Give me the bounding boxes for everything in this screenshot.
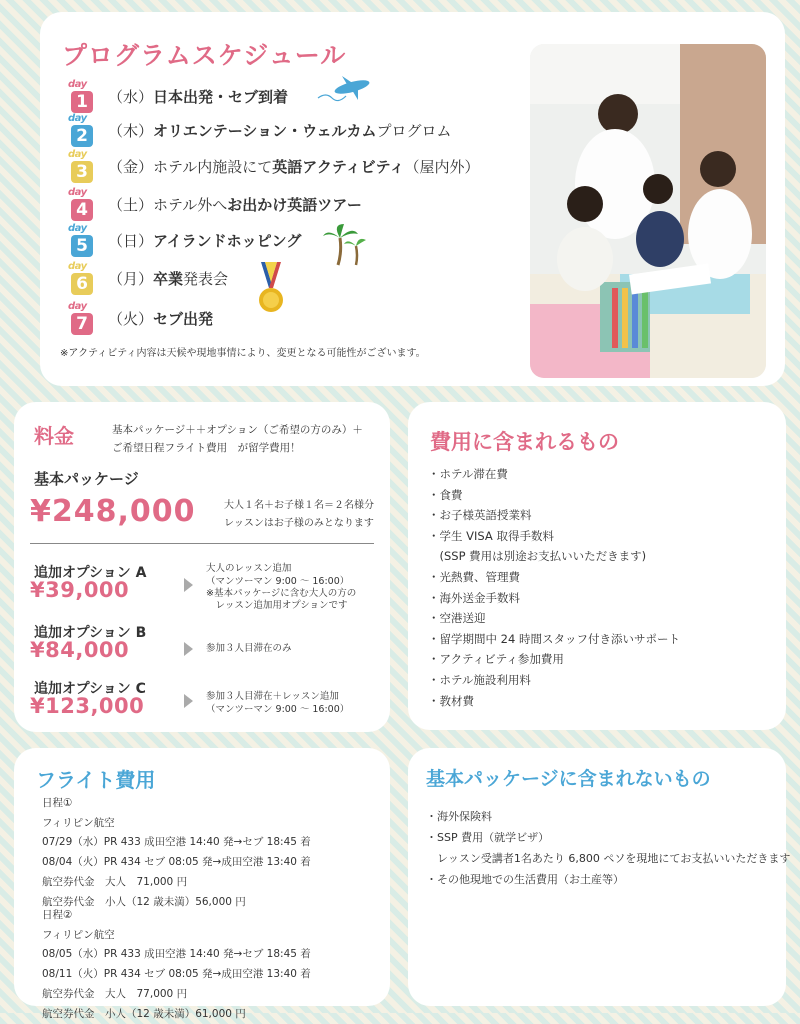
option-label: 追加オプション A [34, 562, 146, 582]
day-text-part: お出かけ英語ツアー [227, 196, 362, 214]
option-detail: レッスン追加用オプションです [206, 597, 348, 611]
included-item: ・教材費 [428, 691, 680, 712]
day-label: day [68, 149, 87, 160]
option-detail: ※基本パッケージに含む大人の方の [206, 585, 356, 599]
flight-line: 航空券代金 大人 77,000 円 [42, 985, 187, 1005]
included-item: ・食費 [428, 485, 680, 506]
day-label: day [68, 187, 87, 198]
day-badge [68, 303, 94, 333]
option-price: ¥39,000 [30, 578, 129, 602]
day-text-part: 発表会 [183, 270, 228, 288]
flight-line: 08/11（火）PR 434 セブ 08:05 発→成田空港 13:40 着 [42, 965, 311, 985]
flight-cost-card [14, 748, 390, 1006]
day-badge [68, 225, 94, 255]
fee-card [14, 402, 390, 732]
option-detail: 参加３人目滞在＋レッスン追加 [206, 688, 339, 702]
day-label: day [68, 223, 87, 234]
option-detail: （マンツーマン 9:00 ～ 16:00） [206, 573, 349, 587]
children-activity-photo [530, 44, 766, 378]
day-text [108, 156, 479, 177]
day-label: day [68, 301, 87, 312]
option-price: ¥123,000 [30, 694, 144, 718]
included-item: ・空港送迎 [428, 608, 680, 629]
day-label: day [68, 261, 87, 272]
flight-line: 航空券代金 小人（12 歳未満）56,000 円 [42, 893, 246, 913]
day-of-week: （日） [108, 232, 153, 250]
day-text-part: オリエンテーション・ウェルカム [153, 122, 377, 140]
excluded-item: ・海外保険料 [426, 806, 790, 827]
included-item: ・海外送金手数料 [428, 588, 680, 609]
basic-package-note-2: レッスンはお子様のみとなります [224, 514, 374, 529]
option-label: 追加オプション B [34, 622, 146, 642]
day-text-part: 卒業 [153, 270, 183, 288]
flight-line: フィリピン航空 [42, 926, 115, 946]
day-text-part: ホテル外へ [153, 196, 227, 214]
included-item: ・ホテル施設利用料 [428, 670, 680, 691]
day-text-part: ホテル内施設にて [153, 158, 272, 176]
day-of-week: （木） [108, 122, 153, 140]
day-badge [68, 115, 94, 145]
excluded-list [426, 806, 790, 890]
excluded-costs-card [408, 748, 786, 1006]
day-text-part: 英語アクティビティ [272, 158, 404, 176]
included-item: ・留学期間中 24 時間スタッフ付き添いサポート [428, 629, 680, 650]
day-of-week: （月） [108, 270, 153, 288]
day-row [68, 302, 213, 334]
included-item: ・お子様英語授業料 [428, 505, 680, 526]
basic-package-label: 基本パッケージ [34, 468, 139, 489]
day-text-part: セブ出発 [153, 310, 213, 328]
option-detail: 大人のレッスン追加 [206, 560, 291, 574]
medal-icon [255, 260, 287, 316]
day-badge [68, 81, 94, 111]
flight-line: 08/05（水）PR 433 成田空港 14:40 発→セブ 18:45 着 [42, 945, 311, 965]
fee-description-2: ご希望日程フライト費用 が留学費用！ [112, 440, 301, 455]
included-title: 費用に含まれるもの [430, 426, 619, 456]
flight-line: 07/29（水）PR 433 成田空港 14:40 発→セブ 18:45 着 [42, 833, 311, 853]
fee-description-1: 基本パッケージ＋＋オプション（ご希望の方のみ）＋ [112, 422, 363, 437]
excluded-item: レッスン受講者1名あたり 6,800 ペソを現地にてお支払いいただきます [426, 848, 790, 869]
flight-title: フライト費用 [36, 764, 155, 793]
day-label: day [68, 113, 87, 124]
fee-title: 料金 [34, 420, 74, 449]
day-badge [68, 263, 94, 293]
day-of-week: （火） [108, 310, 153, 328]
option-detail: 参加３人目滞在のみ [206, 640, 292, 654]
flight-line: フィリピン航空 [42, 814, 115, 834]
day-row [68, 80, 288, 112]
flight-line: 日程① [42, 794, 72, 814]
basic-package-price: ¥248,000 [30, 494, 196, 529]
flight-line: 日程② [42, 906, 72, 926]
option-detail: （マンツーマン 9:00 ～ 16:00） [206, 701, 349, 715]
day-number: 2 [71, 125, 93, 147]
day-text [108, 268, 228, 289]
divider [30, 543, 374, 544]
day-row [68, 150, 479, 182]
arrow-icon [184, 642, 193, 656]
excluded-item: ・SSP 費用（就学ビザ） [426, 827, 790, 848]
day-number: 7 [71, 313, 93, 335]
day-badge [68, 189, 94, 219]
included-costs-card [408, 402, 786, 730]
day-of-week: （金） [108, 158, 153, 176]
day-text-part: プログロム [377, 122, 452, 140]
day-of-week: （土） [108, 196, 153, 214]
activity-note: ※アクティビティ内容は天候や現地事情により、変更となる可能性がございます。 [60, 344, 426, 359]
day-text [108, 86, 288, 107]
day-row [68, 262, 228, 294]
included-item: ・ホテル滞在費 [428, 464, 680, 485]
palm-tree-icon [322, 222, 368, 266]
flight-line: 航空券代金 小人（12 歳未満）61,000 円 [42, 1005, 246, 1024]
arrow-icon [184, 694, 193, 708]
day-row [68, 224, 301, 256]
day-number: 3 [71, 161, 93, 183]
program-title: プログラムスケジュール [62, 36, 346, 72]
day-text [108, 120, 452, 141]
included-item: ・アクティビティ参加費用 [428, 649, 680, 670]
airplane-icon [312, 72, 372, 104]
arrow-icon [184, 578, 193, 592]
included-item: ・学生 VISA 取得手数料 [428, 526, 680, 547]
included-item: (SSP 費用は別途お支払いいただきます) [428, 546, 680, 567]
day-text [108, 194, 362, 215]
day-text-part: 日本出発・セブ到着 [153, 88, 288, 106]
program-schedule-card [40, 12, 785, 386]
day-of-week: （水） [108, 88, 153, 106]
day-row [68, 188, 362, 220]
option-label: 追加オプション C [34, 678, 146, 698]
day-row [68, 114, 452, 146]
day-text-part: （屋内外） [404, 158, 479, 176]
day-number: 1 [71, 91, 93, 113]
flight-line: 08/04（火）PR 434 セブ 08:05 発→成田空港 13:40 着 [42, 853, 311, 873]
excluded-item: ・その他現地での生活費用（お土産等） [426, 869, 790, 890]
included-item: ・光熱費、管理費 [428, 567, 680, 588]
day-text [108, 230, 301, 251]
day-badge [68, 151, 94, 181]
day-text-part: アイランドホッピング [153, 232, 301, 250]
included-list [428, 464, 680, 711]
basic-package-note-1: 大人１名＋お子様１名＝２名様分 [224, 496, 374, 511]
day-label: day [68, 79, 87, 90]
day-number: 5 [71, 235, 93, 257]
flight-line: 航空券代金 大人 71,000 円 [42, 873, 187, 893]
option-price: ¥84,000 [30, 638, 129, 662]
day-number: 6 [71, 273, 93, 295]
day-text [108, 308, 213, 329]
day-number: 4 [71, 199, 93, 221]
excluded-title: 基本パッケージに含まれないもの [426, 764, 711, 791]
